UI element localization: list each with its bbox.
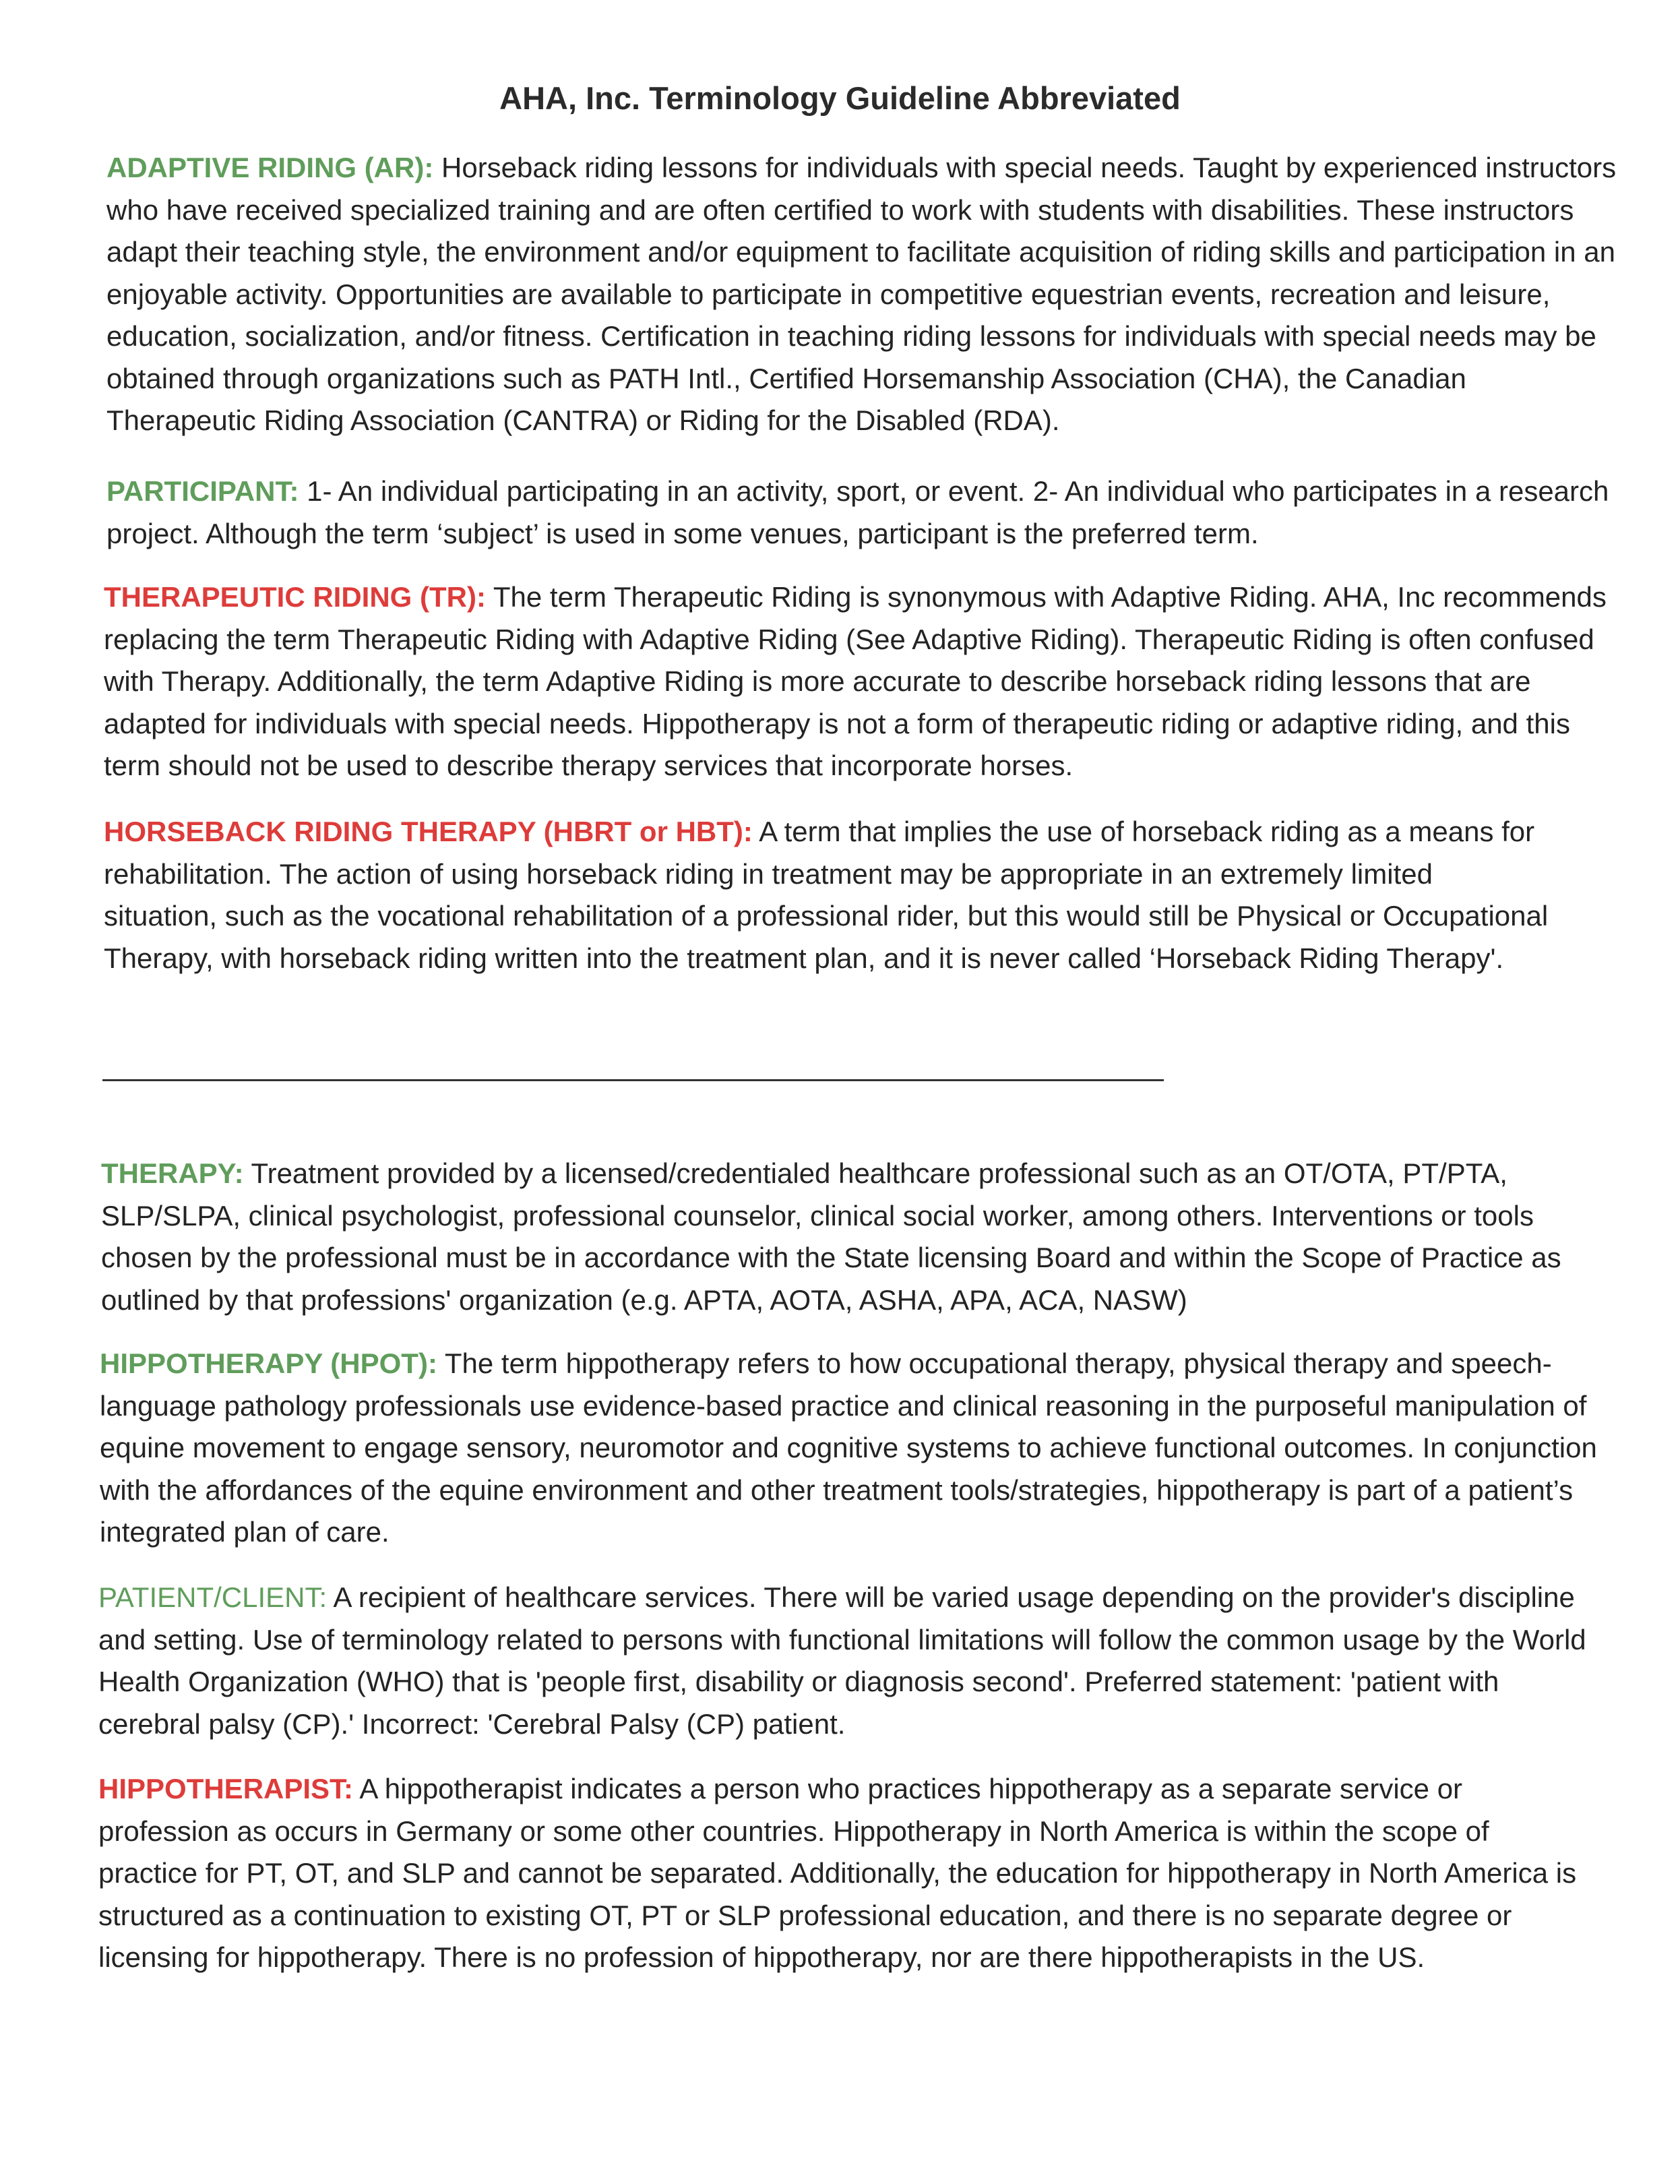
term-therapy: THERAPY:: [101, 1157, 244, 1189]
term-adaptive-riding: ADAPTIVE RIDING (AR):: [106, 152, 434, 183]
entry-horseback-riding-therapy: [104, 811, 1553, 979]
page-title: AHA, Inc. Terminology Guideline Abbreviated: [499, 80, 1181, 116]
definition-therapy: Treatment provided by a licensed/credentialed healthcare professional such as an OT/OTA, PT/PTA, SLP/SLPA, clinical psychologist, professional counselor, clinical social worker, among others. Interventions or tools chosen by the professional must be in accordance with the State licensing Board and within the Scope of Practice as outlined by that professions' organization (e.g. APTA, AOTA, ASHA, APA, ACA, NASW): [101, 1157, 1561, 1316]
entry-therapeutic-riding: [104, 576, 1620, 787]
term-participant: PARTICIPANT:: [106, 475, 299, 507]
term-horseback-riding-therapy: HORSEBACK RIDING THERAPY (HBRT or HBT):: [104, 816, 753, 847]
entry-participant: [106, 471, 1623, 555]
section-divider: [102, 1079, 1164, 1081]
entry-therapy: [101, 1153, 1604, 1321]
entry-adaptive-riding: [106, 147, 1623, 442]
definition-horseback-riding-therapy: A term that implies the use of horseback riding as a means for rehabilitation. The action of using horseback riding in treatment may be appropriate in an extremely limited situation, such as the vocational rehabilitation of a professional rider, but this would still be Physical or Occupational Therapy, with horseback riding written into the treatment plan, and it is never called ‘Horseback Riding Therapy'.: [104, 816, 1549, 974]
term-hippotherapist: HIPPOTHERAPIST:: [98, 1773, 354, 1804]
definition-therapeutic-riding: The term Therapeutic Riding is synonymous with Adaptive Riding. AHA, Inc recommends replacing the term Therapeutic Riding with Adaptive Riding (See Adaptive Riding). Therapeutic Riding is often confused with Therapy. Additionally, the term Adaptive Riding is more accurate to describe horseback riding lessons that are adapted for individuals with special needs. Hippotherapy is not a form of therapeutic riding or adaptive riding, and this term should not be used to describe therapy services that incorporate horses.: [104, 581, 1607, 781]
term-hippotherapy: HIPPOTHERAPY (HPOT):: [100, 1347, 437, 1379]
definition-adaptive-riding: Horseback riding lessons for individuals with special needs. Taught by experienced instructors who have received specialized training and are often certified to work with students with disabilities. These instructors adapt their teaching style, the environment and/or equipment to facilitate acquisition of riding skills and participation in an enjoyable activity. Opportunities are available to participate in competitive equestrian events, recreation and leisure, education, socialization, and/or fitness. Certification in teaching riding lessons for individuals with special needs may be obtained through organizations such as PATH Intl., Certified Horsemanship Association (CHA), the Canadian Therapeutic Riding Association (CANTRA) or Riding for the Disabled (RDA).: [106, 152, 1617, 436]
term-patient-client: PATIENT/CLIENT:: [98, 1581, 328, 1613]
definition-participant: 1- An individual participating in an activity, sport, or event. 2- An individual who participates in a research project. Although the term ‘subject’ is used in some venues, participant is the preferred term.: [106, 475, 1609, 549]
definition-patient-client: A recipient of healthcare services. There will be varied usage depending on the provider's discipline and setting. Use of terminology related to persons with functional limitations will follow the common usage by the World Health Organization (WHO) that is 'people first, disability or diagnosis second'. Preferred statement: 'patient with cerebral palsy (CP).' Incorrect: 'Cerebral Palsy (CP) patient.: [98, 1581, 1586, 1740]
definition-hippotherapist: A hippotherapist indicates a person who practices hippotherapy as a separate service or profession as occurs in Germany or some other countries. Hippotherapy in North America is within the scope of practice for PT, OT, and SLP and cannot be separated. Additionally, the education for hippotherapy in North America is structured as a continuation to existing OT, PT or SLP professional education, and there is no separate degree or licensing for hippotherapy. There is no profession of hippotherapy, nor are there hippotherapists in the US.: [98, 1773, 1577, 1973]
entry-hippotherapy: [100, 1343, 1616, 1554]
entry-hippotherapist: [98, 1768, 1588, 1979]
term-therapeutic-riding: THERAPEUTIC RIDING (TR):: [104, 581, 486, 613]
entry-patient-client: [98, 1577, 1601, 1745]
definition-hippotherapy: The term hippotherapy refers to how occupational therapy, physical therapy and speech-language pathology professionals use evidence-based practice and clinical reasoning in the purposeful manipulation of equine movement to engage sensory, neuromotor and cognitive systems to achieve functional outcomes. In conjunction with the affordances of the equine environment and other treatment tools/strategies, hippotherapy is part of a patient’s integrated plan of care.: [100, 1347, 1597, 1548]
